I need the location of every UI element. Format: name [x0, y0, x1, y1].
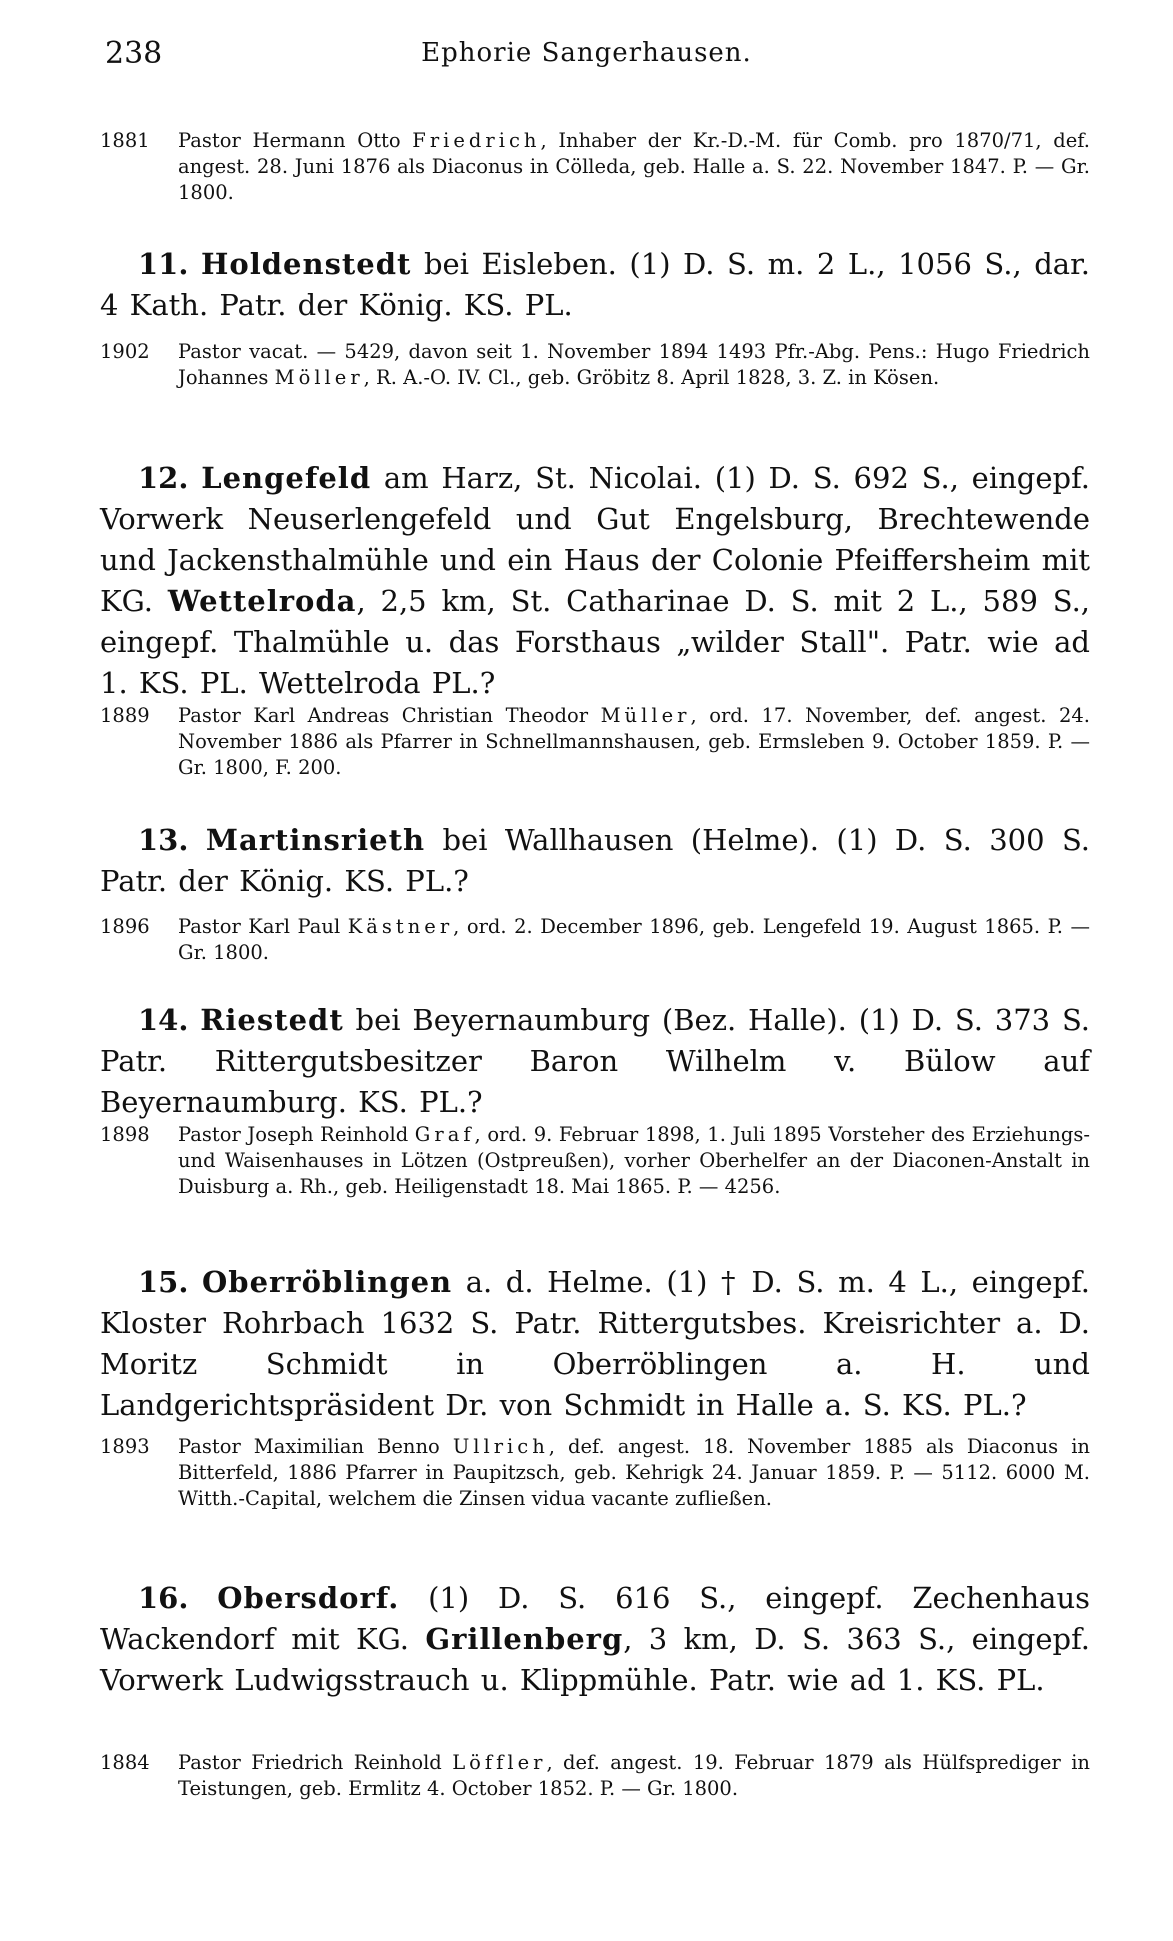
pastor-name: Graf [414, 1123, 475, 1146]
entry-text-cont: , 2,5 km, St. Catharinae D. S. mit 2 L., 589 S., eingepf. Thalmühle u. das Forsthaus „wilder Stall". Patr. wie ad 1. KS. PL. Wettelroda PL.? [100, 584, 1091, 700]
pastor-year: 1898 [100, 1123, 150, 1146]
entry-number: 14. [138, 1003, 189, 1037]
pastor-name: Friedrich [412, 129, 541, 152]
entry-number: 16. [138, 1581, 189, 1615]
pastor-name: Kästner [347, 915, 454, 938]
pastor-year: 1881 [100, 129, 150, 152]
place-name: Riestedt [200, 1003, 344, 1037]
parish-entry [100, 1262, 1090, 1426]
place-name: Holdenstedt [201, 247, 412, 281]
entry-text: bei Beyernaumburg (Bez. Halle). (1) D. S. 373 S. Patr. Rittergutsbesitzer Baron Wilhelm v. Bülow auf Beyernaumburg. KS. PL.? [100, 1003, 1091, 1119]
pastor-name: Löffler [452, 1751, 547, 1774]
branch-place-name: Grillenberg [425, 1622, 624, 1656]
parish-entry [100, 1578, 1090, 1701]
entry-number: 13. [138, 823, 189, 857]
parish-entry [100, 244, 1090, 326]
entry-number: 11. [138, 247, 189, 281]
entry-text: bei Eisleben. (1) D. S. m. 2 L., 1056 S., dar. 4 Kath. Patr. der König. KS. PL. [100, 247, 1090, 322]
entry-text: bei Wallhausen (Helme). (1) D. S. 300 S. Patr. der König. KS. PL.? [100, 823, 1090, 898]
pastor-year: 1884 [100, 1751, 150, 1774]
parish-entry [100, 1000, 1090, 1123]
pastor-year: 1889 [100, 704, 150, 727]
entry-text: am Harz, St. Nicolai. (1) D. S. 692 S., eingepf. Vorwerk Neuserlengefeld und Gut Engelsburg, Brechtewende und Jackensthalmühle und ein Haus der Colonie Pfeiffersheim mit KG. [100, 461, 1091, 618]
pastor-text: Pastor Hermann Otto Friedrich, Inhaber der Kr.-D.-M. für Comb. pro 1870/71, def. angest. 28. Juni 1876 als Diaconus in Cölleda, geb. Halle a. S. 22. November 1847. P. — Gr. 1800. [178, 129, 1090, 204]
pastor-name: Müller [600, 704, 691, 727]
pastor-text: Pastor Friedrich Reinhold Löffler, def. angest. 19. Februar 1879 als Hülfsprediger in Teistungen, geb. Ermlitz 4. October 1852. P. — Gr. 1800. [178, 1751, 1090, 1800]
parish-entry [100, 458, 1090, 704]
pastor-note [100, 128, 1090, 206]
place-name: Obersdorf. [217, 1581, 400, 1615]
pastor-year: 1893 [100, 1435, 150, 1458]
place-name: Oberröblingen [202, 1265, 453, 1299]
pastor-note [100, 1750, 1090, 1802]
entry-number: 15. [138, 1265, 189, 1299]
running-title: Ephorie Sangerhausen. [421, 38, 752, 68]
pastor-note [100, 914, 1090, 966]
pastor-note [100, 339, 1090, 391]
branch-place-name: Wettelroda [167, 584, 357, 618]
pastor-note [100, 1434, 1090, 1512]
pastor-name: Ullrich [452, 1435, 549, 1458]
entry-number: 12. [138, 461, 189, 495]
pastor-note [100, 703, 1090, 781]
entry-text-cont: , 3 km, D. S. 363 S., eingepf. Vorwerk Ludwigsstrauch u. Klippmühle. Patr. wie ad 1. KS. PL. [100, 1622, 1090, 1697]
pastor-text: Pastor Karl Paul Kästner, ord. 2. December 1896, geb. Lengefeld 19. August 1865. P. — Gr. 1800. [178, 915, 1090, 964]
parish-entry [100, 820, 1090, 902]
pastor-year: 1902 [100, 340, 150, 363]
pastor-text: Pastor Karl Andreas Christian Theodor Müller, ord. 17. November, def. angest. 24. November 1886 als Pfarrer in Schnellmannshausen, geb. Ermsleben 9. October 1859. P. — Gr. 1800, F. 200. [178, 704, 1090, 779]
entry-text: a. d. Helme. (1) † D. S. m. 4 L., eingepf. Kloster Rohrbach 1632 S. Patr. Rittergutsbes. Kreisrichter a. D. Moritz Schmidt in Oberröblingen a. H. und Landgerichtspräsident Dr. von Schmidt in Halle a. S. KS. PL.? [100, 1265, 1090, 1422]
place-name: Lengefeld [201, 461, 372, 495]
pastor-text: Pastor Maximilian Benno Ullrich, def. angest. 18. November 1885 als Diaconus in Bitterfeld, 1886 Pfarrer in Paupitzsch, geb. Kehrigk 24. Januar 1859. P. — 5112. 6000 M. Witth.-Capital, welchem die Zinsen vidua vacante zufließen. [178, 1435, 1090, 1510]
page-header [0, 30, 1173, 80]
pastor-text: Pastor vacat. — 5429, davon seit 1. November 1894 1493 Pfr.-Abg. Pens.: Hugo Friedrich Johannes Möller, R. A.-O. IV. Cl., geb. Gröbitz 8. April 1828, 3. Z. in Kösen. [178, 340, 1090, 389]
entry-text: (1) D. S. 616 S., eingepf. Zechenhaus Wackendorf mit KG. [100, 1581, 1091, 1656]
pastor-note [100, 1122, 1090, 1200]
place-name: Martinsrieth [205, 823, 426, 857]
pastor-name: Möller [274, 366, 364, 389]
pastor-text: Pastor Joseph Reinhold Graf, ord. 9. Februar 1898, 1. Juli 1895 Vorsteher des Erziehungs- und Waisenhauses in Lötzen (Ostpreußen), vorher Oberhelfer an der Diaconen-Anstalt in Duisburg a. Rh., geb. Heiligenstadt 18. Mai 1865. P. — 4256. [178, 1123, 1090, 1198]
pastor-year: 1896 [100, 915, 150, 938]
page-number: 238 [105, 36, 163, 71]
